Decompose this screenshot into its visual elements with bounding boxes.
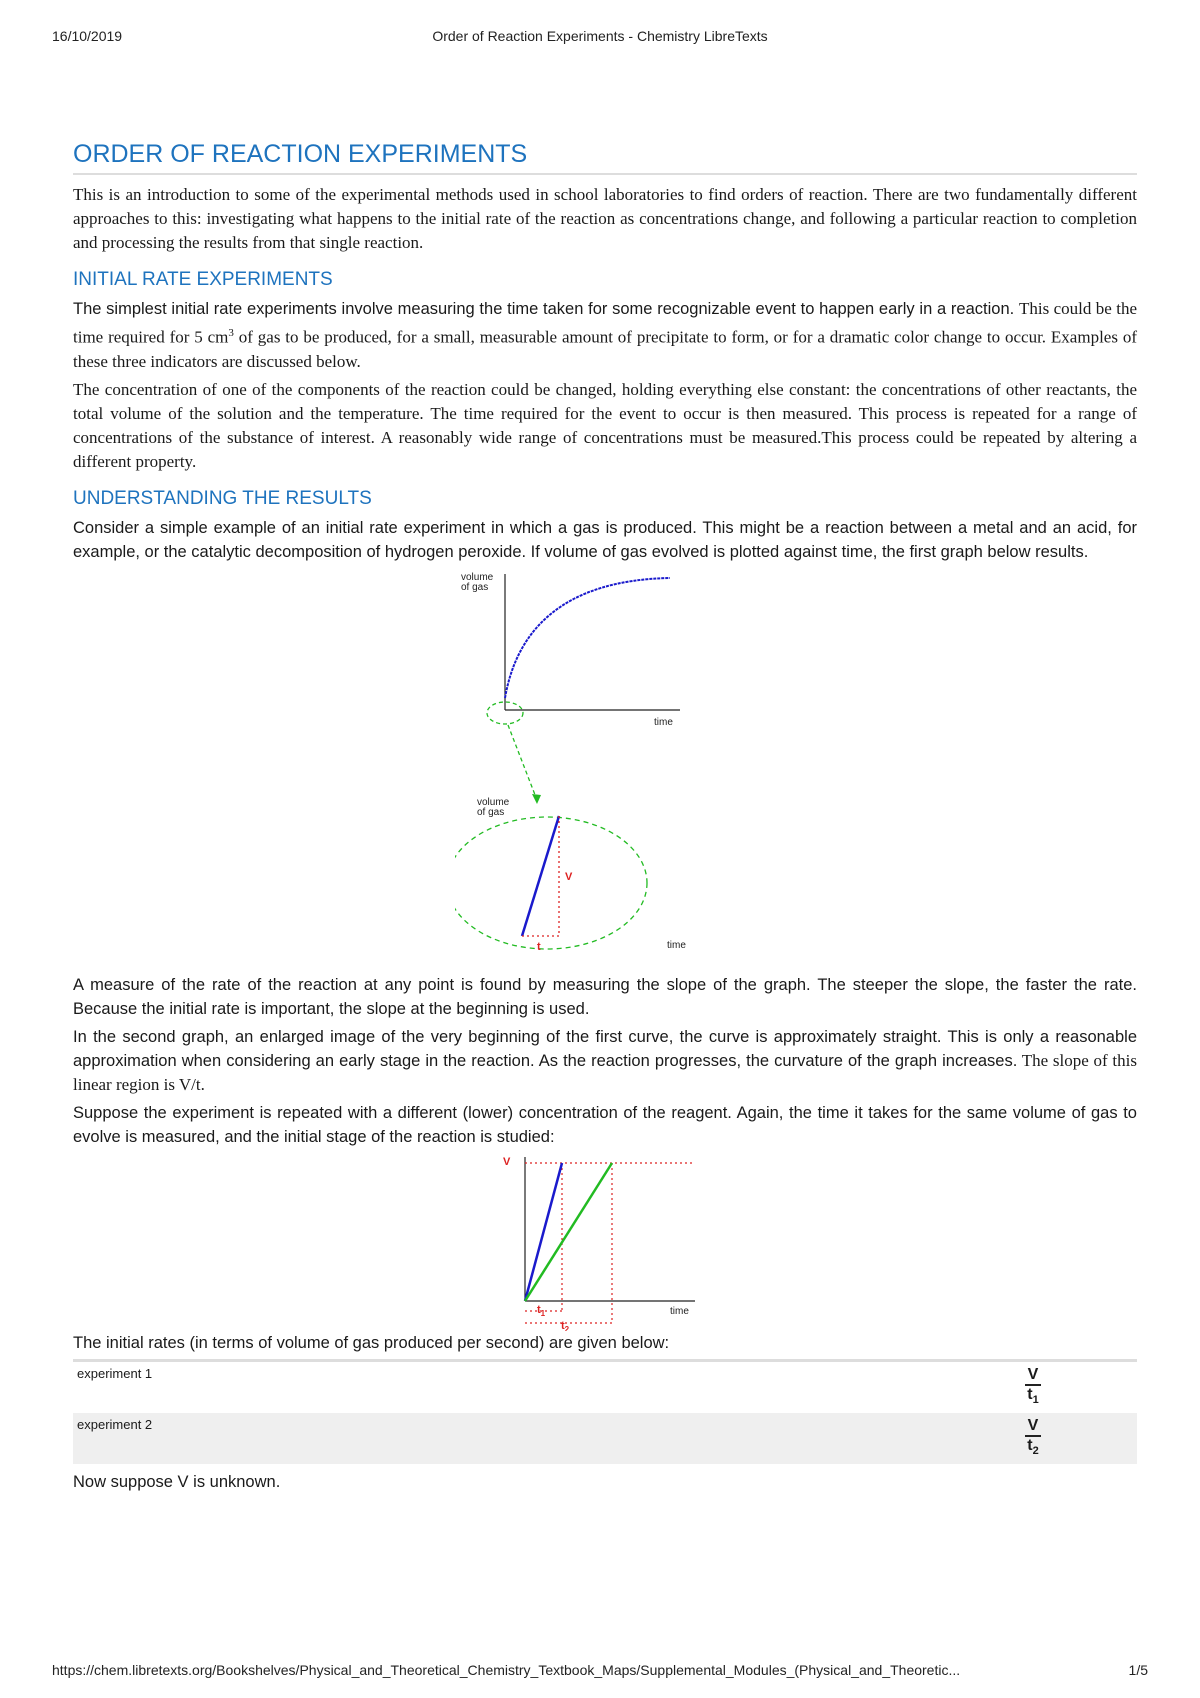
fig1-ylabel-line2: of gas <box>461 581 489 593</box>
p1-superscript: 3 <box>228 327 234 339</box>
print-page-title: Order of Reaction Experiments - Chemistry LibreTexts <box>432 28 768 44</box>
article-title: ORDER OF REACTION EXPERIMENTS <box>73 140 1137 175</box>
fig3-fast-slope <box>525 1163 562 1301</box>
understanding-paragraph-3 <box>73 1025 1137 1097</box>
rate-fraction-cell <box>929 1413 1137 1464</box>
initial-rates-table <box>73 1359 1137 1464</box>
section-heading-initial-rate: INITIAL RATE EXPERIMENTS <box>73 269 333 290</box>
table-row <box>73 1413 1137 1464</box>
rate-fraction-cell <box>929 1360 1137 1413</box>
understanding-paragraph-4: Suppose the experiment is repeated with a different (lower) concentration of the reagent. Again, the time it takes for the same volume of gas to evolve is measured, and the initial stage of the reaction is studied: <box>73 1103 1137 1146</box>
print-page-number: 1/5 <box>1128 1662 1148 1678</box>
fig1-ylabel-line1: volume <box>461 571 494 583</box>
zoom-arrow-head <box>532 794 541 804</box>
fig3-xlabel: time <box>670 1305 689 1317</box>
rate-fraction <box>1025 1417 1042 1460</box>
fig2-xlabel: time <box>667 939 686 951</box>
fig2-ylabel-line2: of gas <box>477 806 505 818</box>
fig2-initial-slope <box>522 816 559 936</box>
table-row <box>73 1360 1137 1413</box>
fraction-numerator: V <box>1025 1366 1042 1386</box>
p1-cont-b: of gas to be produced, for a small, measurable amount of precipitate to form, or for a dramatic color change to occur. Examples of these three indicators are discussed below. <box>73 327 1137 371</box>
understanding-paragraph-5: The initial rates (in terms of volume of gas produced per second) are given below: <box>73 1333 670 1352</box>
print-url: https://chem.libretexts.org/Bookshelves/Physical_and_Theoretical_Chemistry_Textbook_Maps/Supplemental_Modules_(Physical_and_Theoretic... <box>52 1662 961 1678</box>
fig3-slow-slope <box>525 1163 612 1301</box>
fig3-t2-label: $t_2$ <box>561 1319 570 1331</box>
fig1-gas-curve <box>505 578 670 698</box>
gas-volume-figure <box>455 568 755 973</box>
zoom-arrow-line <box>508 725 537 800</box>
fig2-t-label: t <box>537 940 541 953</box>
fig2-zoom-ellipse <box>455 817 647 949</box>
fraction-denominator: $t_2$ <box>1027 1436 1039 1457</box>
intro-paragraph: This is an introduction to some of the experimental methods used in school laboratories to find orders of reaction. There are two fundamentally different approaches to this: investigating what happens to the initial rate of the reaction as concentrations change, and following a particular reaction to completion and processing the results from that single reaction. <box>73 185 1137 252</box>
p1-start: The simplest initial rate experiments involve measuring the time taken for some recognizable event to happen early in a reaction. <box>73 300 1015 318</box>
section-heading-understanding: UNDERSTANDING THE RESULTS <box>73 487 372 509</box>
experiment-label: experiment 2 <box>73 1413 929 1464</box>
fig3-t1-label: $t_1$ <box>537 1303 546 1318</box>
fig2-ylabel-line1: volume <box>477 796 510 808</box>
understanding-paragraph-1: Consider a simple example of an initial rate experiment in which a gas is produced. This might be a reaction between a metal and an acid, for example, or the catalytic decomposition of hydrogen peroxide. If volume of gas evolved is plotted against time, the first graph below results. <box>73 518 1137 561</box>
article <box>73 140 1137 1498</box>
initial-rate-paragraph-2: The concentration of one of the components of the reaction could be changed, holding everything else constant: the concentrations of other reactants, the total volume of the solution and the temperature. The time required for the event to occur is then measured. This process is repeated for a range of concentrations of the substance of interest. A reasonably wide range of concentrations must be measured.This process could be repeated by altering a different property. <box>73 379 1137 471</box>
fraction-numerator: V <box>1025 1417 1042 1437</box>
fig3-v-label: V <box>503 1155 511 1168</box>
p3-part-a: In the second graph, an enlarged image of the very beginning of the first curve, the curve is approximately straight. This is only a reasonable approximation when considering an early stage in the reaction. As the reaction progresses, the curvature of the graph increases. <box>73 1027 1137 1070</box>
print-date: 16/10/2019 <box>52 28 123 44</box>
fraction-denominator: $t_1$ <box>1027 1385 1039 1406</box>
understanding-paragraph-2: A measure of the rate of the reaction at any point is found by measuring the slope of the graph. The steeper the slope, the faster the rate. Because the initial rate is important, the slope at the beginning is used. <box>73 975 1137 1018</box>
fig1-xlabel: time <box>654 716 673 728</box>
initial-rate-paragraph-1 <box>73 297 1137 374</box>
experiment-label: experiment 1 <box>77 1365 153 1381</box>
rate-fraction <box>1025 1366 1042 1409</box>
p1-cont-a: This could be the time required for 5 cm <box>73 299 1137 347</box>
understanding-paragraph-6: Now suppose V is unknown. <box>73 1472 281 1491</box>
two-rates-figure <box>485 1153 725 1331</box>
p3-part-b: The slope of this linear region is V/t. <box>73 1050 1137 1094</box>
fig2-v-label: V <box>565 870 573 883</box>
